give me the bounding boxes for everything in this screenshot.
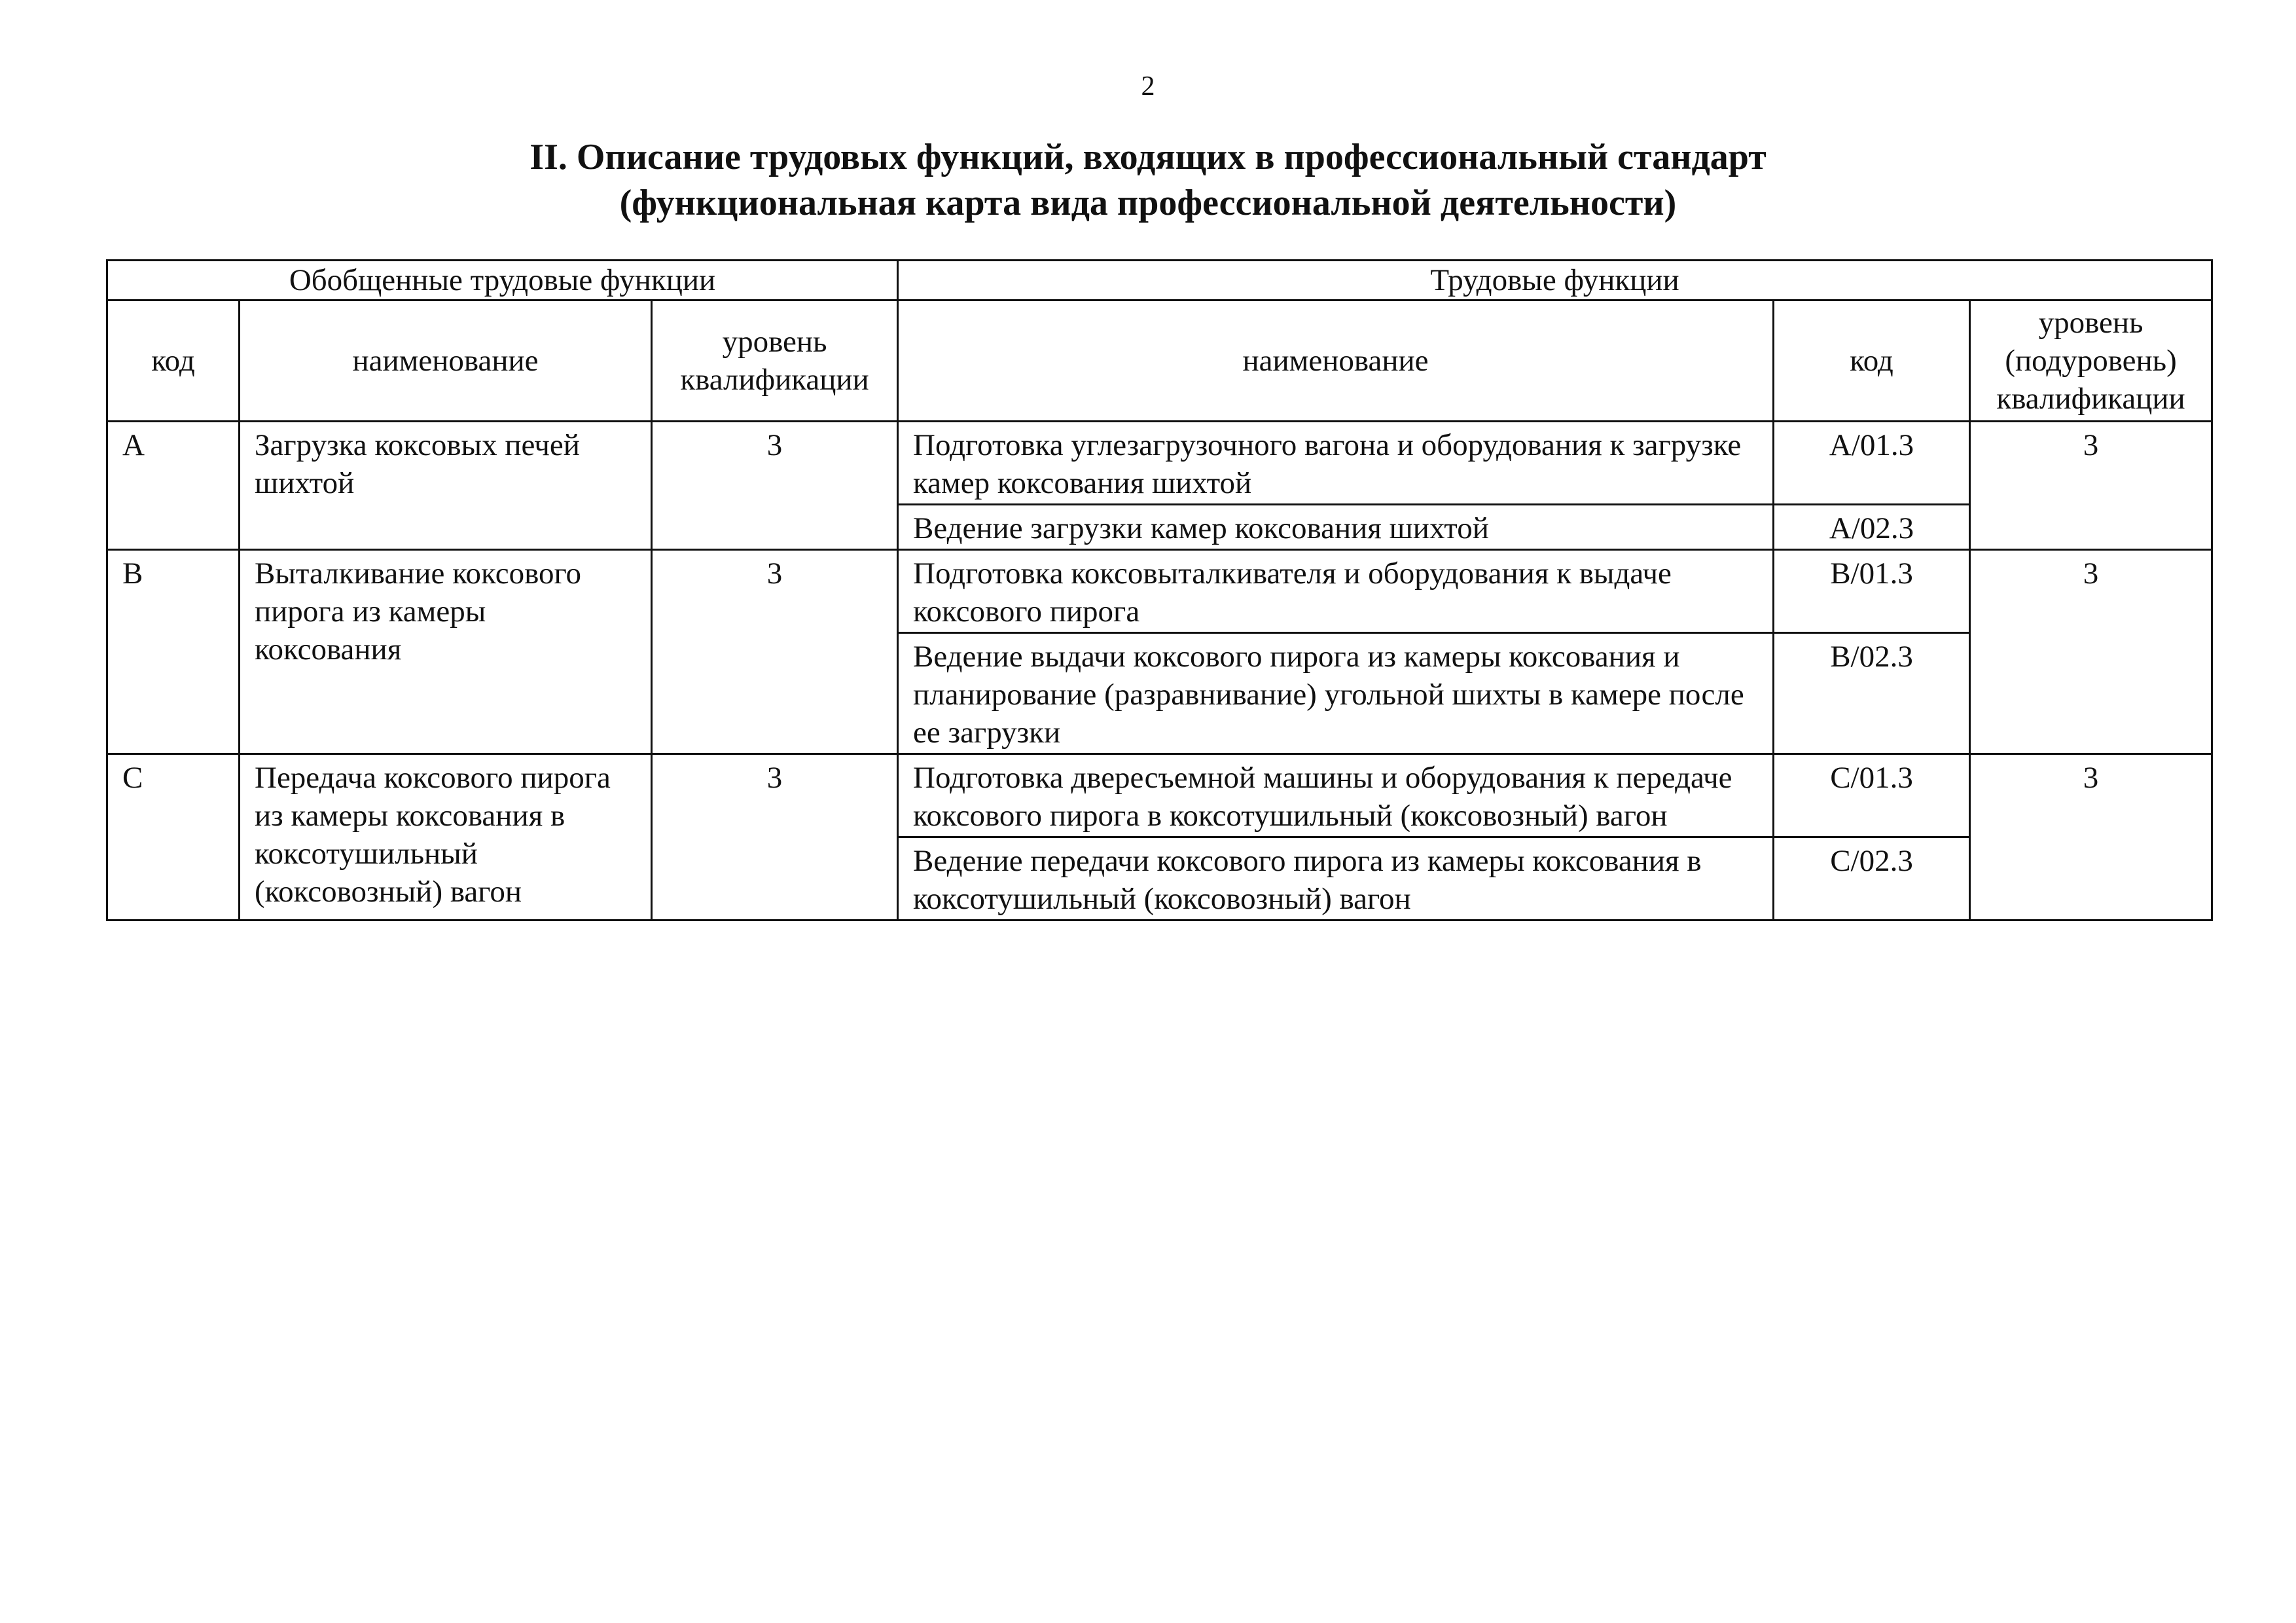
labor-function-code: B/02.3	[1774, 633, 1970, 754]
gen-function-level: 3	[652, 754, 898, 921]
labor-function-name: Подготовка двересъемной машины и оборудования к передаче коксового пирога в коксотушильный (коксовозный) вагон	[898, 754, 1774, 837]
labor-function-code: B/01.3	[1774, 550, 1970, 633]
gen-function-name: Выталкивание коксового пирога из камеры коксования	[240, 550, 652, 754]
gen-function-code: A	[107, 422, 240, 550]
labor-function-code: C/02.3	[1774, 837, 1970, 921]
labor-functions-header: Трудовые функции	[898, 261, 2212, 301]
column-header-gen-code: код	[107, 301, 240, 422]
gen-function-code: C	[107, 754, 240, 921]
labor-function-code: A/01.3	[1774, 422, 1970, 505]
column-header-func-level: уровень (подуровень) квалификации	[1970, 301, 2212, 422]
column-header-gen-name: наименование	[240, 301, 652, 422]
group-header-row	[107, 261, 2212, 301]
section-title	[0, 134, 2296, 226]
page-number: 2	[1141, 71, 1155, 101]
column-header-func-name: наименование	[898, 301, 1774, 422]
labor-function-code: C/01.3	[1774, 754, 1970, 837]
gen-function-name: Передача коксового пирога из камеры коксования в коксотушильный (коксовозный) вагон	[240, 754, 652, 921]
gen-function-code: B	[107, 550, 240, 754]
column-header-row	[107, 301, 2212, 422]
labor-function-name: Ведение выдачи коксового пирога из камеры коксования и планирование (разравнивание) угольной шихты в камере после ее загрузки	[898, 633, 1774, 754]
labor-function-level: 3	[1970, 754, 2212, 921]
labor-function-name: Подготовка углезагрузочного вагона и оборудования к загрузке камер коксования шихтой	[898, 422, 1774, 505]
functional-map-table	[106, 259, 2213, 921]
gen-function-level: 3	[652, 422, 898, 550]
section-title-line-2: (функциональная карта вида профессиональной деятельности)	[619, 183, 1677, 223]
labor-function-code: A/02.3	[1774, 505, 1970, 550]
column-header-func-code: код	[1774, 301, 1970, 422]
labor-function-name: Подготовка коксовыталкивателя и оборудования к выдаче коксового пирога	[898, 550, 1774, 633]
gen-function-name: Загрузка коксовых печей шихтой	[240, 422, 652, 550]
gen-function-level: 3	[652, 550, 898, 754]
labor-function-name: Ведение загрузки камер коксования шихтой	[898, 505, 1774, 550]
table-row	[107, 422, 2212, 505]
section-title-line-1: II. Описание трудовых функций, входящих в профессиональный стандарт	[529, 137, 1767, 177]
labor-function-name: Ведение передачи коксового пирога из камеры коксования в коксотушильный (коксовозный) вагон	[898, 837, 1774, 921]
table-row	[107, 754, 2212, 837]
labor-function-level: 3	[1970, 550, 2212, 754]
table-row	[107, 550, 2212, 633]
column-header-gen-level: уровень квалификации	[652, 301, 898, 422]
labor-function-level: 3	[1970, 422, 2212, 550]
generalized-functions-header: Обобщенные трудовые функции	[107, 261, 898, 301]
